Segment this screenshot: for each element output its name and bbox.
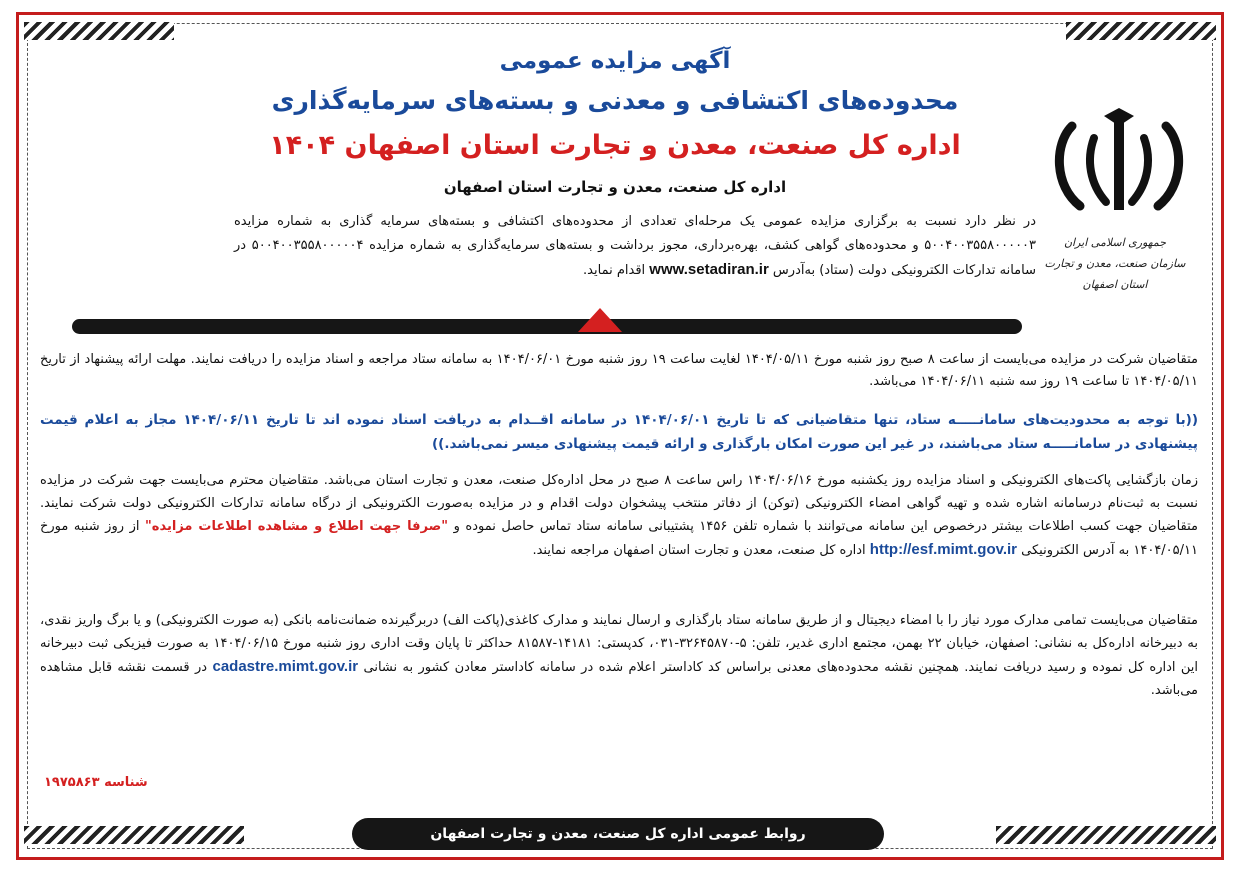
documents-paragraph — [40, 609, 1198, 702]
opening-text: زمان بازگشایی پاکت‌های الکترونیکی و اسناد مزایده روز یکشنبه مورخ ۱۴۰۴/۰۶/۱۶ راس ساعت ۸ صبح در محل اداره‌کل صنعت، معدن و تجارت استان می‌باشد. متقاضیان محترم می‌بایست جهت شرکت در مزایده نسبت به ثبت‌نام درسامانه اشاره شده و تهیه گواهی امضاء الکترونیکی (توکن) از دفاتر منتخب پیشخوان دولت اقدام و در مزایده به‌صورت الکترونیکی از درگاه سامانه تدارکات الکترونیکی دولت شرکت نمایند. متقاضیان جهت کسب اطلاعات بیشتر درخصوص این سامانه می‌توانند با شماره تلفن ۱۴۵۶ پشتیبانی سامانه ستاد تماس حاصل نموده و — [40, 473, 1198, 534]
emblem-caption — [1040, 232, 1190, 295]
ad-org-title: اداره کل صنعت، معدن و تجارت استان اصفهان ۱۴۰۴ — [269, 130, 961, 161]
documents-text: متقاضیان می‌بایست تمامی مدارک مورد نیاز را با امضاء دیجیتال و از طریق سامانه ستاد بارگذاری و ارسال نمایند و مدارک کاغذی(پاکت الف) دربرگیرنده ضمانت‌نامه بانکی (به صورت الکترونیکی) و یا برگ واریز نقدی، به دبیرخانه اداره‌کل به نشانی: اصفهان، خیابان ۲۲ بهمن، مجتمع اداری غدیر، تلفن: ۵-۳۲۶۴۵۸۷۰-۰۳۱، کدپستی: ۱۴۱۸۱-۸۱۵۸۷ حداکثر تا پایان وقت اداری روز شنبه مورخ ۱۴۰۴/۰۶/۱۵ به صورت فیزیکی ثبت دبیرخانه این اداره کل نموده و رسید دریافت نمایند. همچنین نقشه محدوده‌های معدنی براساس کد کاداستر اعلام شده در سامانه کاداستر معادن کشور به نشانی — [40, 613, 1199, 675]
opening-text-3: اداره کل صنعت، معدن و تجارت استان اصفهان مراجعه نمایند. — [532, 543, 866, 558]
intro-text: در نظر دارد نسبت به برگزاری مزایده عمومی یک مرحله‌ای تعدادی از محدوده‌های اکتشافی و بسته‌های سرمایه گذاری به شماره مزایده ۵۰۰۴۰۰۳۵۵۸۰۰۰۰۰۳ و محدوده‌های گواهی کشف، بهره‌برداری، مجوز برداشت و بسته‌های سرمایه‌گذاری به شماره مزایده ۵۰۰۴۰۰۳۵۵۸۰۰۰۰۰۴ در سامانه تدارکات الکترونیکی دولت (ستاد) به‌آدرس — [234, 214, 1037, 278]
notice-paragraph: ((با توجه به محدودیت‌های سامانـــــه ستاد، تنها متقاضیانی که تا تاریخ ۱۴۰۴/۰۶/۰۱ در سامانه اقــدام به دریافت اسناد نموده اند تا تاریخ ۱۴۰۴/۰۶/۱۱ مجاز به اعلام قیمت پیشنهادی در سامانـــــه ستاد می‌باشند، در غیر این صورت امکان بارگذاری و ارائه قیمت پیشنهادی میسر نمی‌باشد.)) — [40, 412, 1198, 452]
cadastre-url-link[interactable]: cadastre.mimt.gov.ir — [212, 658, 359, 675]
ad-subtitle: محدوده‌های اکتشافی و معدنی و بسته‌های سرمایه‌گذاری — [271, 86, 959, 115]
decorative-stripe-bottom-right — [996, 826, 1216, 844]
section-divider — [72, 319, 1022, 334]
info-only-highlight: "صرفا جهت اطلاع و مشاهده اطلاعات مزایده" — [145, 519, 448, 534]
emblem-caption-line: سازمان صنعت، معدن و تجارت — [1044, 257, 1186, 270]
schedule-paragraph: متقاضیان شرکت در مزایده می‌بایست از ساعت ۸ صبح روز شنبه مورخ ۱۴۰۴/۰۵/۱۱ لغایت ساعت ۱۹ روز شنبه مورخ ۱۴۰۴/۰۶/۰۱ به سامانه ستاد مراجعه و اسناد مزایده را دریافت نمایند. مهلت ارائه پیشنهاد از تاریخ ۱۴۰۴/۰۵/۱۱ تا ساعت ۱۹ روز سه شنبه ۱۴۰۴/۰۶/۱۱ می‌باشد. — [40, 352, 1199, 389]
footer-bar: روابط عمومی اداره کل صنعت، معدن و تجارت اصفهان — [352, 818, 884, 850]
decorative-stripe-top-left — [24, 22, 174, 40]
ad-id-code: شناسه ۱۹۷۵۸۶۳ — [44, 775, 148, 790]
decorative-stripe-top-right — [1066, 22, 1216, 40]
decorative-stripe-bottom-left — [24, 826, 244, 844]
intro-text-end: اقدام نماید. — [583, 263, 646, 278]
opening-text-2: از روز شنبه مورخ ۱۴۰۴/۰۵/۱۱ به آدرس الکترونیکی — [40, 519, 1198, 558]
org-name: اداره کل صنعت، معدن و تجارت استان اصفهان — [443, 178, 787, 196]
emblem-caption-line: استان اصفهان — [1082, 278, 1148, 291]
documents-text-end: در قسمت نقشه قابل مشاهده می‌باشد. — [40, 660, 1198, 698]
ad-title: آگهی مزایده عمومی — [499, 48, 731, 74]
esf-url-link[interactable]: http://esf.mimt.gov.ir — [869, 541, 1018, 558]
opening-paragraph — [40, 469, 1198, 562]
intro-paragraph — [234, 210, 1036, 283]
divider-marker — [578, 308, 622, 332]
setad-url-link[interactable]: www.setadiran.ir — [649, 261, 769, 278]
iran-emblem-icon — [1050, 108, 1188, 218]
emblem-caption-line: جمهوری اسلامی ایران — [1063, 236, 1167, 249]
